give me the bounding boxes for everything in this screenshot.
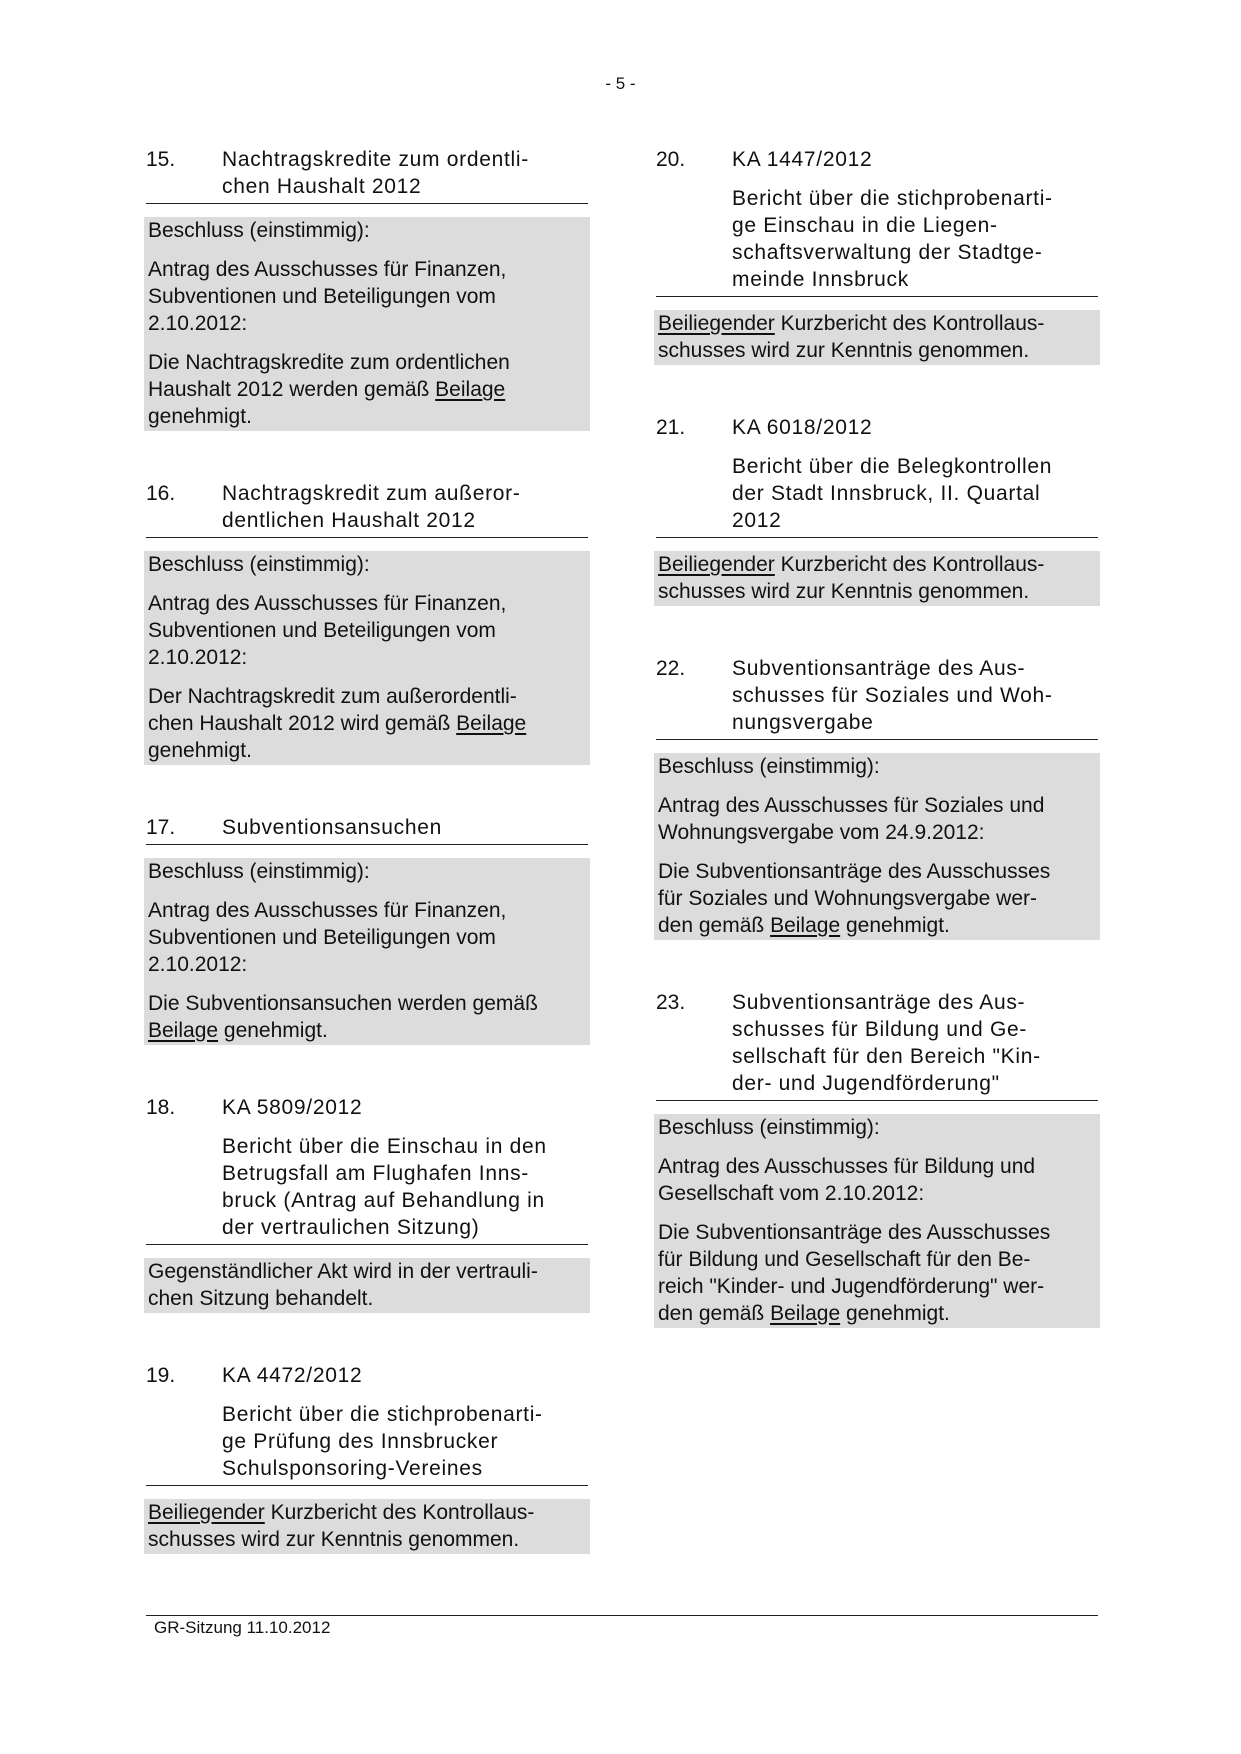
agenda-item-15 [146, 146, 588, 431]
title-line: Subventionsansuchen [222, 816, 442, 839]
agenda-item-22 [656, 655, 1098, 940]
item-title [732, 414, 1098, 534]
title-line: nungsvergabe [732, 711, 874, 734]
item-number: 17. [146, 816, 176, 839]
item-subtitle: Bericht über die Belegkontrollen der Stadt Innsbruck, II. Quartal 2012 [732, 455, 1053, 532]
resolution-text: Die Subventionsansuchen werden gemäß Beilage genehmigt. [148, 992, 538, 1042]
item-number: 16. [146, 482, 176, 505]
item-subtitle: Bericht über die Einschau in den Betrugsfall am Flughafen Inns- bruck (Antrag auf Behandlung in der vertraulichen Sitzung) [222, 1135, 547, 1239]
resolution-text: Beiliegender Kurzbericht des Kontrollaus- schusses wird zur Kenntnis genommen. [148, 1501, 535, 1551]
decision-box [654, 753, 1100, 940]
item-subtitle: Bericht über die stichprobenarti- ge Einschau in die Liegen- schaftsverwaltung der Stadtge- meinde Innsbruck [732, 187, 1053, 291]
agenda-item-19 [146, 1362, 588, 1554]
right-column [656, 146, 1098, 1377]
motion-text: Antrag des Ausschusses für Finanzen, Subventionen und Beteiligungen vom 2.10.2012: [148, 258, 507, 335]
resolution-text: Die Nachtragskredite zum ordentlichen Haushalt 2012 werden gemäß Beilage genehmigt. [148, 351, 510, 428]
resolution-text: Beiliegender Kurzbericht des Kontrollaus- schusses wird zur Kenntnis genommen. [658, 553, 1045, 603]
item-number: 22. [656, 657, 686, 680]
title-line: dentlichen Haushalt 2012 [222, 509, 476, 532]
beilage-link[interactable]: Beilage [435, 378, 506, 401]
beilage-link[interactable]: Beilage [770, 914, 841, 937]
decision-label: Beschluss (einstimmig): [658, 755, 880, 778]
beiliegender-link[interactable]: Beiliegender [148, 1501, 265, 1524]
agenda-item-23 [656, 989, 1098, 1328]
item-number: 20. [656, 148, 686, 171]
item-number: 21. [656, 416, 686, 439]
agenda-item-17 [146, 814, 588, 1045]
decision-box [144, 551, 590, 765]
item-header [656, 655, 1098, 740]
item-header [146, 1094, 588, 1245]
motion-text: Antrag des Ausschusses für Bildung und Gesellschaft vom 2.10.2012: [658, 1155, 1036, 1205]
beilage-link[interactable]: Beilage [456, 712, 527, 735]
item-number: 19. [146, 1364, 176, 1387]
beiliegender-link[interactable]: Beiliegender [658, 553, 775, 576]
file-number: KA 6018/2012 [732, 416, 873, 439]
title-line: chen Haushalt 2012 [222, 175, 422, 198]
item-title [732, 655, 1098, 736]
resolution-text: Beiliegender Kurzbericht des Kontrollaus- schusses wird zur Kenntnis genommen. [658, 312, 1045, 362]
resolution-text: Der Nachtragskredit zum außerordentli- chen Haushalt 2012 wird gemäß Beilage genehmigt. [148, 685, 527, 762]
item-header [146, 480, 588, 538]
resolution-text: Die Subventionsanträge des Ausschusses für Soziales und Wohnungsvergabe wer- den gemäß Beilage genehmigt. [658, 860, 1051, 937]
item-title [732, 146, 1098, 293]
title-line: Subventionsanträge des Aus- [732, 657, 1026, 680]
decision-box [654, 551, 1100, 606]
item-header [656, 414, 1098, 538]
resolution-text: Gegenständlicher Akt wird in der vertrauli- chen Sitzung behandelt. [148, 1260, 538, 1310]
decision-label: Beschluss (einstimmig): [148, 219, 370, 242]
title-line: der- und Jugendförderung" [732, 1072, 1000, 1095]
item-title [222, 146, 588, 200]
item-title [732, 989, 1098, 1097]
item-header [146, 814, 588, 845]
motion-text: Antrag des Ausschusses für Soziales und Wohnungsvergabe vom 24.9.2012: [658, 794, 1045, 844]
decision-box [144, 217, 590, 431]
footer-text: GR-Sitzung 11.10.2012 [154, 1618, 331, 1637]
item-title [222, 1362, 588, 1482]
title-line: Nachtragskredite zum ordentli- [222, 148, 529, 171]
decision-label: Beschluss (einstimmig): [148, 860, 370, 883]
title-line: Subventionsanträge des Aus- [732, 991, 1026, 1014]
motion-text: Antrag des Ausschusses für Finanzen, Subventionen und Beteiligungen vom 2.10.2012: [148, 899, 507, 976]
decision-box [144, 1258, 590, 1313]
decision-box [654, 1114, 1100, 1328]
decision-label: Beschluss (einstimmig): [658, 1116, 880, 1139]
agenda-item-21 [656, 414, 1098, 606]
beiliegender-link[interactable]: Beiliegender [658, 312, 775, 335]
title-line: Nachtragskredit zum außeror- [222, 482, 521, 505]
file-number: KA 1447/2012 [732, 148, 873, 171]
decision-label: Beschluss (einstimmig): [148, 553, 370, 576]
title-line: sellschaft für den Bereich "Kin- [732, 1045, 1041, 1068]
title-line: schusses für Soziales und Woh- [732, 684, 1053, 707]
decision-box [144, 858, 590, 1045]
item-title [222, 480, 588, 534]
resolution-text: Die Subventionsanträge des Ausschusses für Bildung und Gesellschaft für den Be- reich "Kinder- und Jugendförderung" wer- den gemäß Beilage genehmigt. [658, 1221, 1051, 1325]
item-number: 23. [656, 991, 686, 1014]
decision-box [144, 1499, 590, 1554]
file-number: KA 4472/2012 [222, 1364, 363, 1387]
motion-text: Antrag des Ausschusses für Finanzen, Subventionen und Beteiligungen vom 2.10.2012: [148, 592, 507, 669]
file-number: KA 5809/2012 [222, 1096, 363, 1119]
item-title [222, 1094, 588, 1241]
item-header [656, 989, 1098, 1101]
beilage-link[interactable]: Beilage [770, 1302, 841, 1325]
item-number: 18. [146, 1096, 176, 1119]
item-header [146, 1362, 588, 1486]
title-line: schusses für Bildung und Ge- [732, 1018, 1028, 1041]
footer-divider [146, 1615, 1098, 1616]
beilage-link[interactable]: Beilage [148, 1019, 219, 1042]
item-title [222, 814, 588, 841]
item-number: 15. [146, 148, 176, 171]
page-number: - 5 - [605, 74, 636, 93]
agenda-item-18 [146, 1094, 588, 1313]
item-subtitle: Bericht über die stichprobenarti- ge Prüfung des Innsbrucker Schulsponsoring-Vereines [222, 1403, 543, 1480]
decision-box [654, 310, 1100, 365]
item-header [656, 146, 1098, 297]
agenda-item-20 [656, 146, 1098, 365]
left-column [146, 146, 588, 1603]
item-header [146, 146, 588, 204]
agenda-item-16 [146, 480, 588, 765]
